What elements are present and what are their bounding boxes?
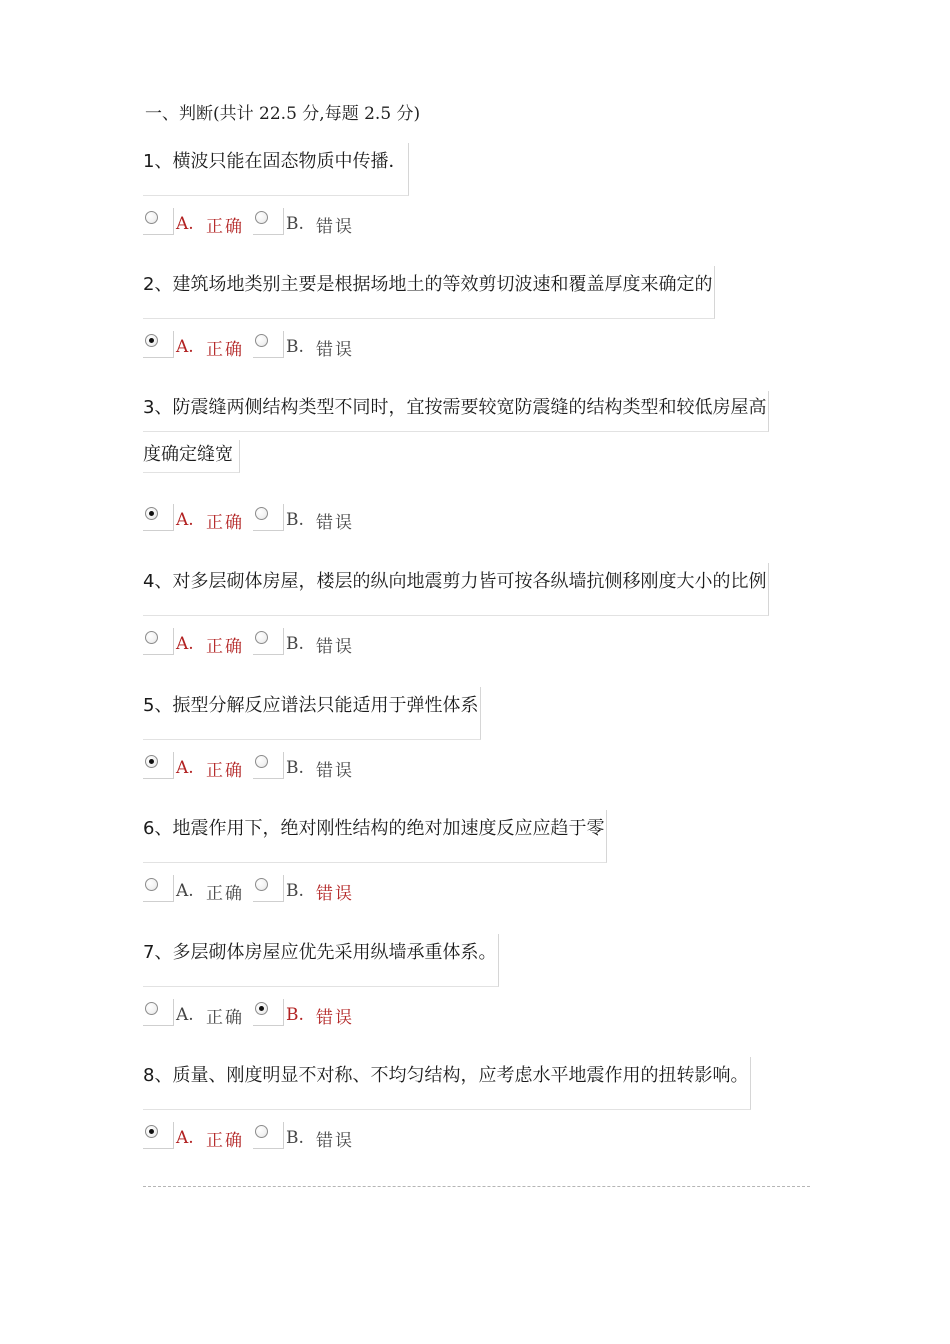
option-label: 正确 xyxy=(206,1008,244,1028)
radio-icon[interactable] xyxy=(255,878,268,891)
option-label: 错误 xyxy=(316,513,354,533)
question-text: 5、振型分解反应谱法只能适用于弹性体系 xyxy=(143,695,479,716)
section-divider xyxy=(143,1186,810,1187)
option-label: 正确 xyxy=(206,513,244,533)
option-letter: A. xyxy=(176,1005,194,1025)
radio-icon[interactable] xyxy=(145,878,158,891)
radio-icon[interactable] xyxy=(145,211,158,224)
option-label: 正确 xyxy=(206,340,244,360)
radio-icon[interactable] xyxy=(255,334,268,347)
question-8 xyxy=(143,1057,751,1110)
option-label: 正确 xyxy=(206,884,244,904)
question-5 xyxy=(143,687,481,740)
question-3 xyxy=(143,391,769,478)
option-label: 错误 xyxy=(316,1131,354,1151)
option-letter: B. xyxy=(286,214,304,234)
option-letter: A. xyxy=(176,881,194,901)
option-label: 正确 xyxy=(206,217,244,237)
option-letter: B. xyxy=(286,337,304,357)
question-text-line-1: 3、防震缝两侧结构类型不同时，宜按需要较宽防震缝的结构类型和较低房屋高 xyxy=(143,391,769,432)
radio-checked-icon[interactable] xyxy=(145,507,158,520)
question-text: 7、多层砌体房屋应优先采用纵墙承重体系。 xyxy=(143,942,497,963)
radio-checked-icon[interactable] xyxy=(145,755,158,768)
question-6 xyxy=(143,810,607,863)
question-7 xyxy=(143,934,499,987)
option-label: 正确 xyxy=(206,1131,244,1151)
radio-icon[interactable] xyxy=(255,1125,268,1138)
radio-icon[interactable] xyxy=(145,631,158,644)
option-label: 错误 xyxy=(316,217,354,237)
option-letter: A. xyxy=(176,214,194,234)
option-letter: B. xyxy=(286,758,304,778)
question-text-line-2: 度确定缝宽 xyxy=(143,440,240,473)
option-label: 错误 xyxy=(316,637,354,657)
section-title: 一、判断(共计 22.5 分,每题 2.5 分) xyxy=(145,104,421,124)
option-label: 错误 xyxy=(316,884,354,904)
radio-icon[interactable] xyxy=(145,1002,158,1015)
radio-icon[interactable] xyxy=(255,631,268,644)
radio-checked-icon[interactable] xyxy=(145,334,158,347)
option-label: 错误 xyxy=(316,340,354,360)
option-letter: A. xyxy=(176,337,194,357)
option-label: 错误 xyxy=(316,1008,354,1028)
option-letter: B. xyxy=(286,510,304,530)
question-text: 8、质量、刚度明显不对称、不均匀结构，应考虑水平地震作用的扭转影响。 xyxy=(143,1065,749,1086)
question-4 xyxy=(143,563,769,616)
option-letter: B. xyxy=(286,634,304,654)
option-letter: A. xyxy=(176,1128,194,1148)
option-letter: A. xyxy=(176,510,194,530)
option-letter: B. xyxy=(286,1128,304,1148)
option-label: 正确 xyxy=(206,637,244,657)
question-text: 6、地震作用下，绝对刚性结构的绝对加速度反应应趋于零 xyxy=(143,818,605,839)
option-letter: A. xyxy=(176,758,194,778)
option-letter: B. xyxy=(286,1005,304,1025)
question-text: 1、横波只能在固态物质中传播． xyxy=(143,151,407,172)
radio-checked-icon[interactable] xyxy=(255,1002,268,1015)
radio-icon[interactable] xyxy=(255,755,268,768)
question-text: 4、对多层砌体房屋，楼层的纵向地震剪力皆可按各纵墙抗侧移刚度大小的比例 xyxy=(143,571,767,592)
question-2 xyxy=(143,266,715,319)
option-label: 错误 xyxy=(316,761,354,781)
question-1 xyxy=(143,143,409,196)
radio-icon[interactable] xyxy=(255,507,268,520)
option-letter: A. xyxy=(176,634,194,654)
radio-icon[interactable] xyxy=(255,211,268,224)
option-label: 正确 xyxy=(206,761,244,781)
radio-checked-icon[interactable] xyxy=(145,1125,158,1138)
option-letter: B. xyxy=(286,881,304,901)
question-text: 2、建筑场地类别主要是根据场地土的等效剪切波速和覆盖厚度来确定的 xyxy=(143,274,713,295)
